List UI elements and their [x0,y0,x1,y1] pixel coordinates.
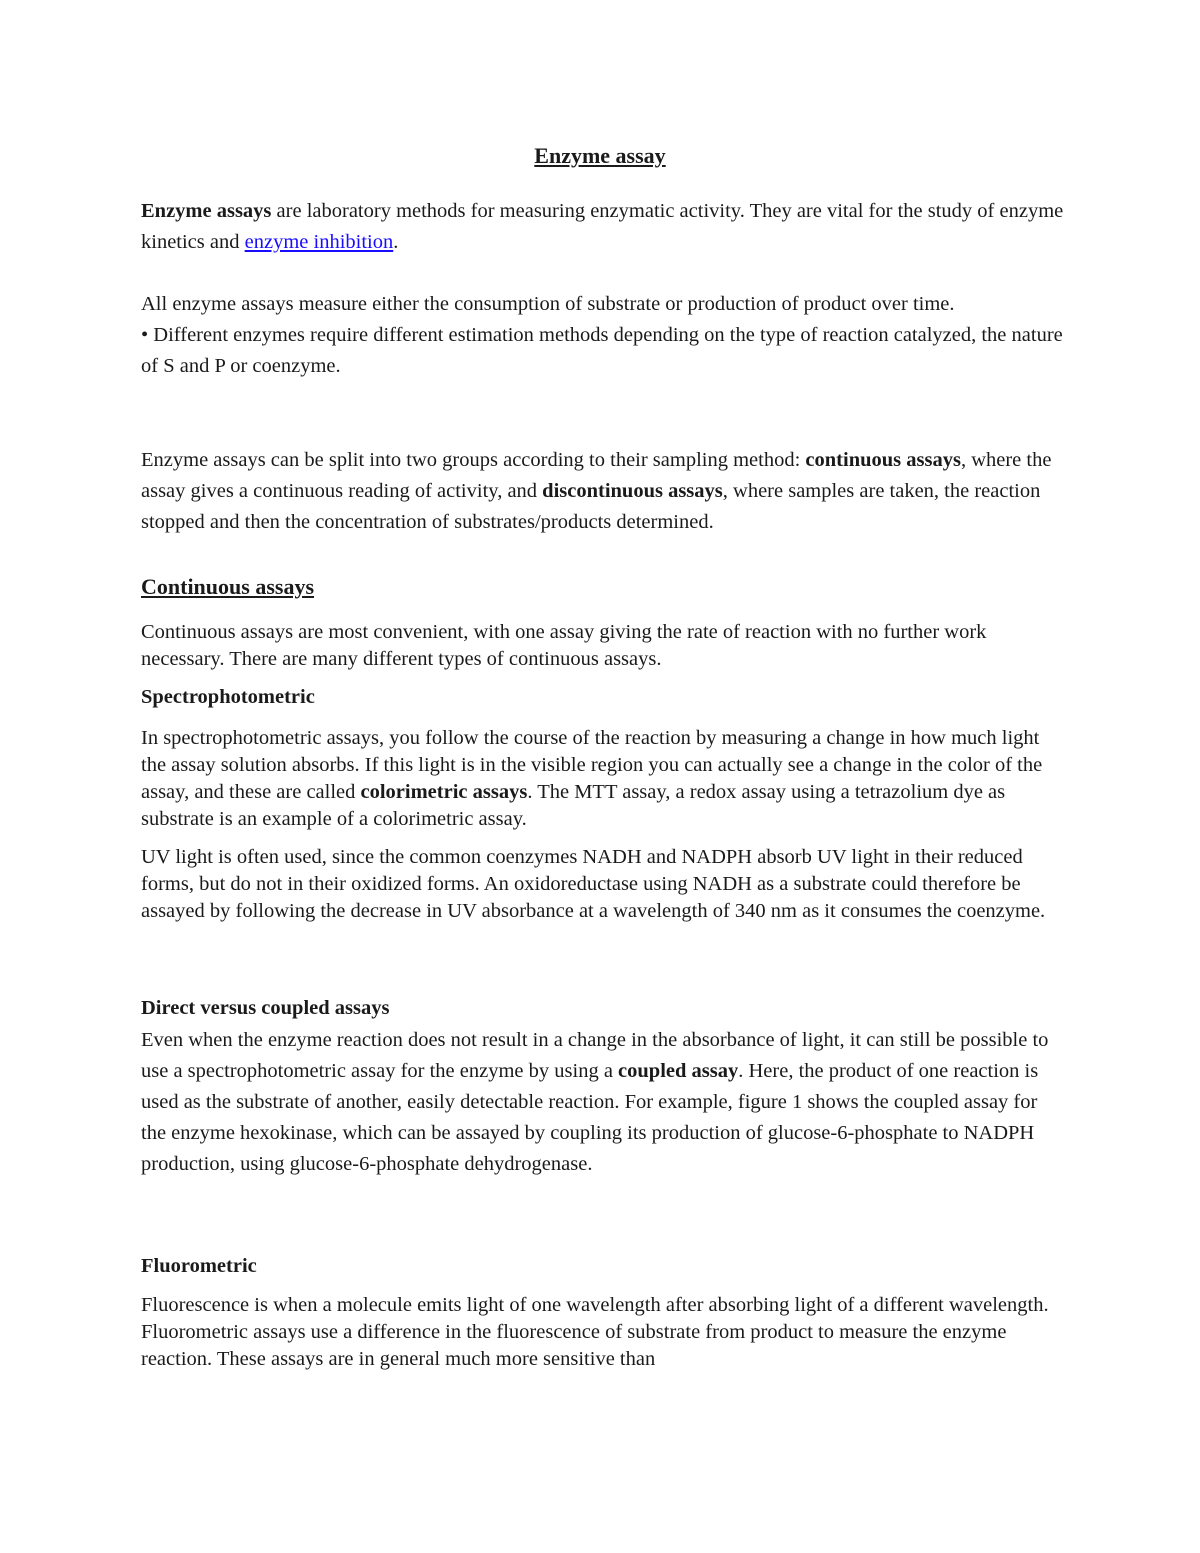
spectrophotometric-heading: Spectrophotometric [141,686,315,708]
groups-text-1: Enzyme assays can be split into two groups according to their sampling method: [141,449,806,471]
intro-term: Enzyme assays [141,200,272,222]
coupled-text-2: . Here, the product of one reaction is used as the substrate of another, easily detectable reaction. For example, figure 1 shows the coupled assay for the enzyme hexokinase, which can be assayed by coupling its production of glucose-6-phosphate to NADPH production, using glucose-6-phosphate dehydrogenase. [141,1060,1039,1175]
measure-bullet: • Different enzymes require different estimation methods depending on the type of reaction catalyzed, the nature of S and P or coenzyme. [141,324,1063,377]
groups-text-3: , where samples are taken, the reaction stopped and then the concentration of substrates/products determined. [141,480,1041,533]
coupled-assays-heading: Direct versus coupled assays [141,997,390,1019]
measure-paragraph [141,289,1066,382]
continuous-assays-heading: Continuous assays [141,574,315,599]
spectro-paragraph-1 [141,725,1066,833]
coupled-paragraph [141,1025,1066,1180]
continuous-paragraph: Continuous assays are most convenient, with one assay giving the rate of reaction with no further work necessary. There are many different types of continuous assays. [141,621,987,670]
coupled-assay-term: coupled assay [618,1060,739,1082]
coupled-text-1: Even when the enzyme reaction does not result in a change in the absorbance of light, it can still be possible to use a spectrophotometric assay for the enzyme by using a [141,1029,1049,1082]
fluoro-paragraph: Fluorescence is when a molecule emits light of one wavelength after absorbing light of a different wavelength. Fluorometric assays use a difference in the fluorescence of substrate from product to measure the enzyme reaction. These assays are in general much more sensitive than [141,1294,1049,1370]
spectro-paragraph-2: UV light is often used, since the common coenzymes NADH and NADPH absorb UV light in their reduced forms, but do not in their oxidized forms. An oxidoreductase using NADH as a substrate could therefore be assayed by following the decrease in UV absorbance at a wavelength of 340 nm as it consumes the coenzyme. [141,846,1046,922]
groups-paragraph [141,445,1066,538]
continuous-term: continuous assays [805,449,961,471]
page-title: Enzyme assay [534,143,666,168]
intro-text-1: are laboratory methods for measuring enzymatic activity. They are vital for the study of enzyme kinetics and [141,200,1064,253]
intro-text-2: . [393,231,399,253]
spectro-text-1: In spectrophotometric assays, you follow the course of the reaction by measuring a change in how much light the assay solution absorbs. If this light is in the visible region you can actually see a change in the color of the assay, and these are called [141,727,1043,803]
colorimetric-term: colorimetric assays [360,781,528,803]
spectro-text-2: . The MTT assay, a redox assay using a tetrazolium dye as substrate is an example of a colorimetric assay. [141,781,1006,830]
groups-text-2: , where the assay gives a continuous reading of activity, and [141,449,1052,502]
enzyme-inhibition-link[interactable]: enzyme inhibition [244,231,394,253]
discontinuous-term: discontinuous assays [542,480,723,502]
intro-paragraph [141,196,1066,258]
fluorometric-heading: Fluorometric [141,1255,257,1277]
measure-line-1: All enzyme assays measure either the consumption of substrate or production of product over time. [141,293,955,315]
